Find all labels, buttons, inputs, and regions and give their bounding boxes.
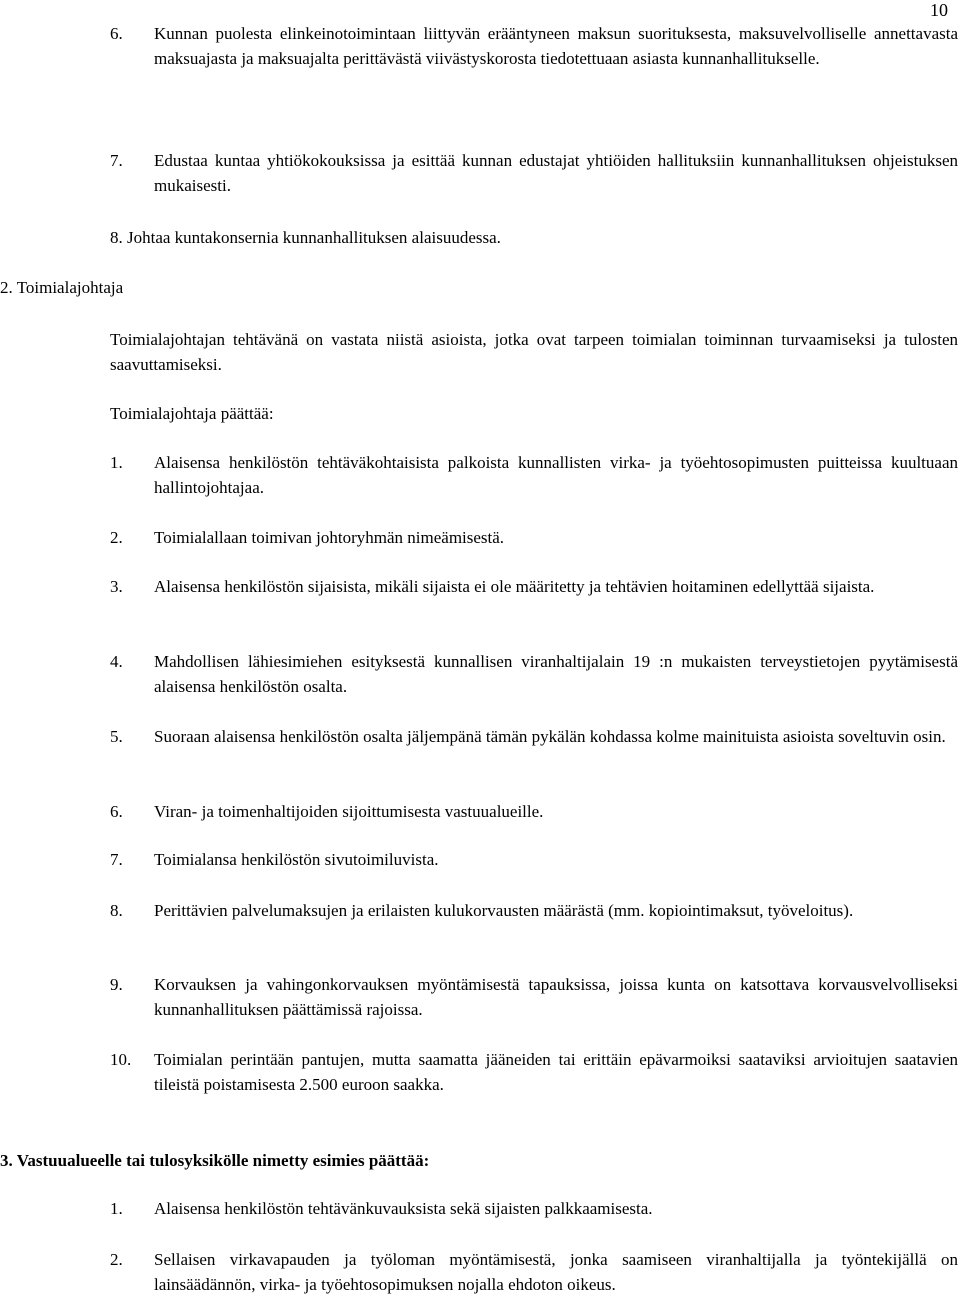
list-item-text: Alaisensa henkilöstön tehtäväkohtaisista palkoista kunnallisten virka- ja työehtosopimusten puitteissa kuultuaan hallintojohtajaa.: [154, 453, 958, 497]
list-item: [110, 226, 501, 251]
list-item-text: Toimialan perintään pantujen, mutta saamatta jääneiden tai erittäin epävarmoiksi saataviksi arvioitujen saatavien tileistä poistamisesta 2.500 euroon saakka.: [154, 1050, 958, 1094]
list-item: [110, 149, 958, 198]
list-item-text: Alaisensa henkilöstön sijaisista, mikäli sijaista ei ole määritetty ja tehtävien hoitaminen edellyttää sijaista.: [154, 577, 875, 596]
list-item-number: 6.: [110, 24, 123, 43]
section-heading: 2. Toimialajohtaja: [0, 278, 124, 297]
list-item-number: 9.: [110, 975, 123, 994]
list-item: [110, 22, 958, 71]
list-item: [110, 650, 958, 699]
list-item-number: 8.: [110, 228, 123, 247]
section-intro: Toimialajohtajan tehtävänä on vastata niistä asioista, jotka ovat tarpeen toimialan toiminnan turvaamiseksi ja tulosten saavuttamiseksi.: [110, 330, 958, 374]
list-item-number: 2.: [110, 528, 123, 547]
list-item-text: Johtaa kuntakonsernia kunnanhallituksen alaisuudessa.: [127, 228, 501, 247]
list-item-text: Sellaisen virkavapauden ja työloman myöntämisestä, jonka saamiseen viranhaltijalla ja työntekijällä on lainsäädännön, virka- ja työehtosopimuksen nojalla ehdoton oikeus.: [154, 1250, 958, 1294]
list-item-number: 3.: [110, 577, 123, 596]
list-item-number: 7.: [110, 151, 123, 170]
page-number: 10: [930, 0, 948, 20]
list-item-number: 6.: [110, 802, 123, 821]
list-item-text: Suoraan alaisensa henkilöstön osalta jäljempänä tämän pykälän kohdassa kolme mainituista asioista soveltuvin osin.: [154, 727, 946, 746]
list-item-number: 10.: [110, 1050, 132, 1069]
list-item: [110, 800, 958, 825]
list-item: [110, 725, 958, 750]
list-item-number: 7.: [110, 850, 123, 869]
list-item-text: Mahdollisen lähiesimiehen esityksestä kunnallisen viranhaltijalain 19 :n mukaisten terveystietojen pyytämisestä alaisensa henkilöstön osalta.: [154, 652, 958, 696]
list-item-number: 8.: [110, 901, 123, 920]
list-item: [110, 451, 958, 500]
list-item-text: Kunnan puolesta elinkeinotoimintaan liittyvän erääntyneen maksun suorituksesta, maksuvelvolliselle annettavasta maksuajasta ja maksuajalta perittävästä viivästyskorosta tiedotettuaan asiasta kunnanhallitukselle.: [154, 24, 958, 68]
list-item: [110, 526, 958, 551]
decides-label: Toimialajohtaja päättää:: [110, 404, 274, 423]
list-item-text: Toimialallaan toimivan johtoryhmän nimeämisestä.: [154, 528, 505, 547]
list-item: [110, 899, 958, 924]
list-item-number: 2.: [110, 1250, 123, 1269]
list-item-number: 5.: [110, 727, 123, 746]
list-item-text: Alaisensa henkilöstön tehtävänkuvauksista sekä sijaisten palkkaamisesta.: [154, 1199, 653, 1218]
list-item: [110, 575, 958, 600]
list-item: [110, 848, 958, 873]
list-item-text: Perittävien palvelumaksujen ja erilaisten kulukorvausten määrästä (mm. kopiointimaksut, työveloitus).: [154, 901, 854, 920]
list-item-number: 4.: [110, 652, 123, 671]
list-item: [110, 1248, 958, 1297]
list-item: [110, 1197, 958, 1222]
list-item-number: 1.: [110, 453, 123, 472]
list-item-text: Toimialansa henkilöstön sivutoimiluvista.: [154, 850, 439, 869]
list-item-text: Viran- ja toimenhaltijoiden sijoittumisesta vastuualueille.: [154, 802, 544, 821]
list-item-number: 1.: [110, 1199, 123, 1218]
list-item: [110, 1048, 958, 1097]
section-heading: 3. Vastuualueelle tai tulosyksikölle nimetty esimies päättää:: [0, 1151, 430, 1170]
list-item: [110, 973, 958, 1022]
list-item-text: Korvauksen ja vahingonkorvauksen myöntämisestä tapauksissa, joissa kunta on katsottava korvausvelvolliseksi kunnanhallituksen päättämissä rajoissa.: [154, 975, 958, 1019]
list-item-text: Edustaa kuntaa yhtiökokouksissa ja esittää kunnan edustajat yhtiöiden hallituksiin kunnanhallituksen ohjeistuksen mukaisesti.: [154, 151, 958, 195]
